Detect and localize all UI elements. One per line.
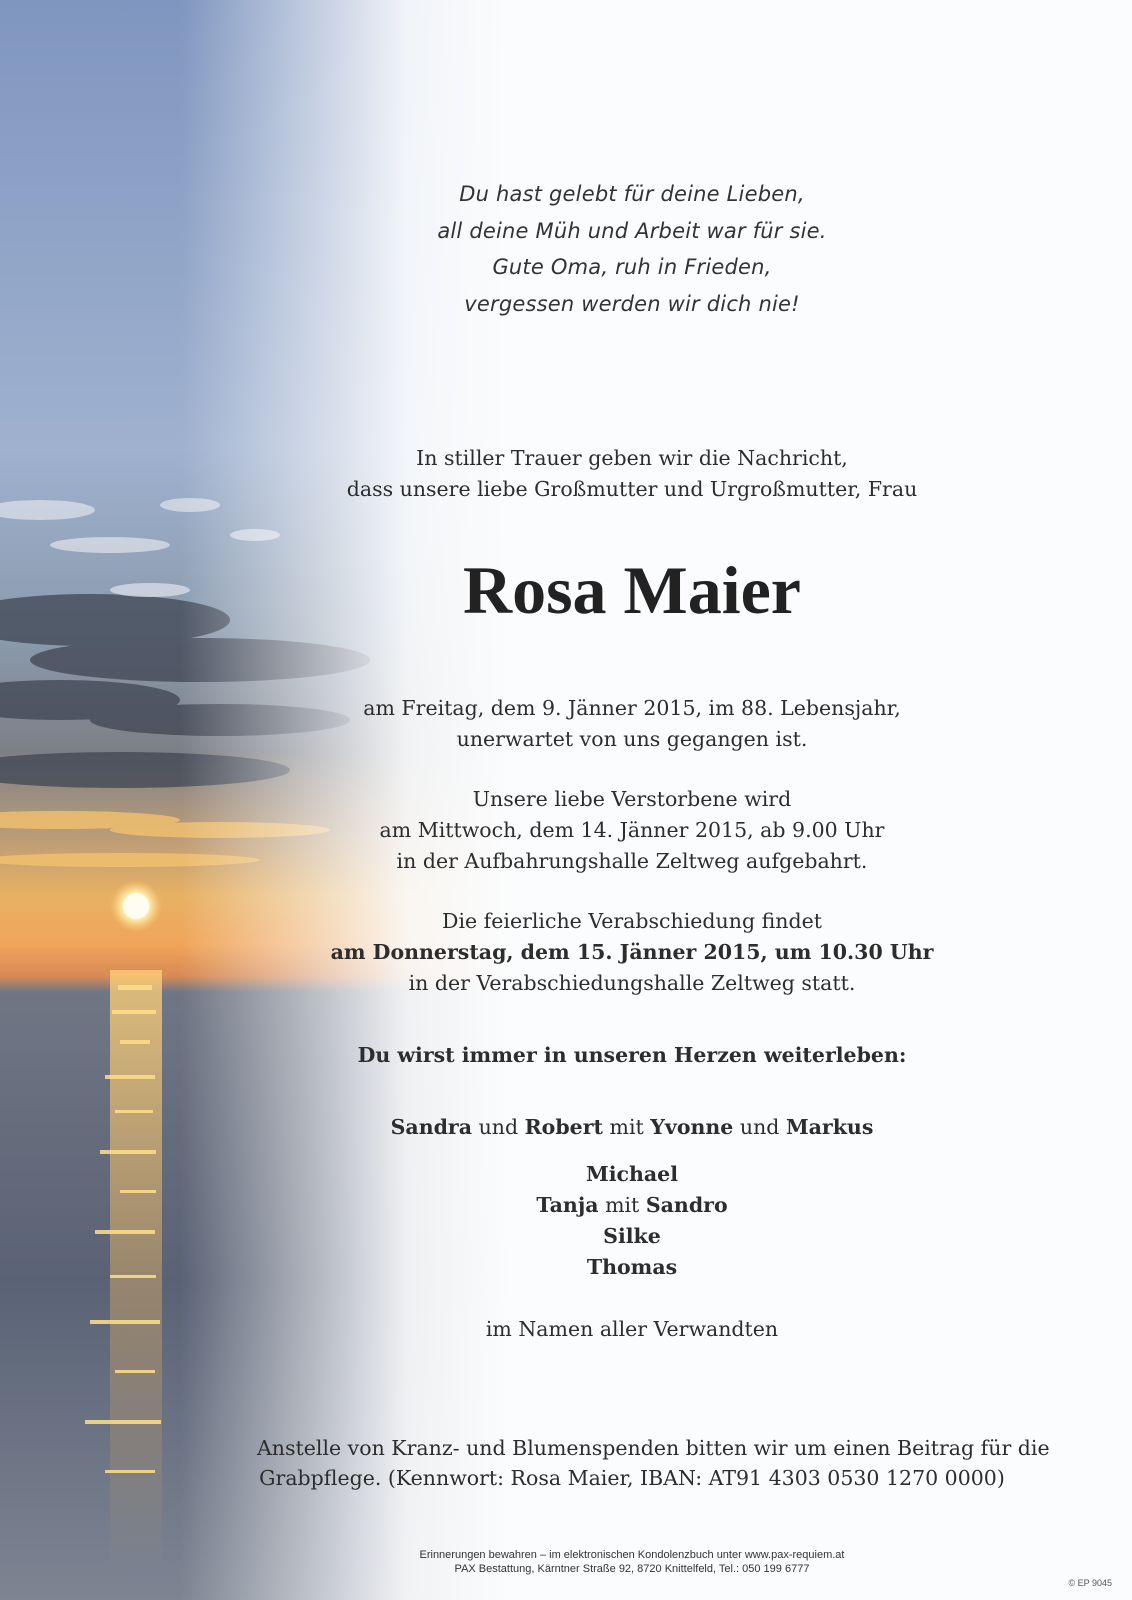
passing-line: am Freitag, dem 9. Jänner 2015, im 88. Lebensjahr,	[363, 696, 901, 720]
poem-line: all deine Müh und Arbeit war für sie.	[437, 218, 827, 243]
heart-line: Du wirst immer in unseren Herzen weiterleben:	[357, 1043, 907, 1067]
footer-line: Erinnerungen bewahren – im elektronischen Kondolenzbuch unter www.pax-requiem.at	[419, 1549, 845, 1561]
family-name: Yvonne	[650, 1115, 734, 1139]
family-name: Sandro	[645, 1193, 728, 1217]
family-name: Silke	[603, 1224, 661, 1248]
intro-line: dass unsere liebe Großmutter und Urgroßmutter, Frau	[346, 477, 918, 501]
farewell-line: Die feierliche Verabschiedung findet	[442, 909, 822, 933]
family-list	[282, 1159, 982, 1283]
family-name: Tanja	[536, 1193, 599, 1217]
relatives-line: im Namen aller Verwandten	[485, 1317, 779, 1341]
intro-line: In stiller Trauer geben wir die Nachricht,	[416, 446, 848, 470]
poem-line: vergessen werden wir dich nie!	[464, 291, 800, 316]
passing-line: unerwartet von uns gegangen ist.	[456, 727, 808, 751]
family-name: Thomas	[586, 1255, 678, 1279]
family-connector: und	[739, 1115, 780, 1139]
passing-details	[282, 693, 982, 755]
family-name: Robert	[524, 1115, 603, 1139]
farewell-details	[282, 906, 982, 999]
donation-request	[257, 1433, 1050, 1493]
footer	[332, 1548, 932, 1576]
family-connector: mit	[605, 1193, 640, 1217]
donation-line: Anstelle von Kranz- und Blumenspenden bitten wir um einen Beitrag für die	[257, 1436, 1050, 1460]
deceased-name: Rosa Maier	[462, 552, 801, 628]
footer-line: PAX Bestattung, Kärntner Straße 92, 8720 Knittelfeld, Tel.: 050 199 6777	[454, 1563, 810, 1575]
poem-line: Du hast gelebt für deine Lieben,	[459, 182, 805, 206]
family-name: Sandra	[390, 1115, 473, 1139]
viewing-line: in der Aufbahrungshalle Zeltweg aufgebahrt.	[396, 849, 868, 873]
poem	[332, 176, 932, 322]
announcement-intro	[282, 443, 982, 505]
viewing-line: am Mittwoch, dem 14. Jänner 2015, ab 9.00 Uhr	[379, 818, 885, 842]
farewell-line: in der Verabschiedungshalle Zeltweg statt.	[408, 971, 856, 995]
family-connector: und	[478, 1115, 519, 1139]
family-name: Michael	[586, 1162, 678, 1186]
print-code: © EP 9045	[1068, 1578, 1112, 1588]
farewell-date-line: am Donnerstag, dem 15. Jänner 2015, um 10.30 Uhr	[330, 940, 934, 964]
donation-line: Grabpflege. (Kennwort: Rosa Maier, IBAN: AT91 4303 0530 1270 0000)	[259, 1466, 1005, 1490]
family-row	[282, 1112, 982, 1143]
viewing-details	[282, 784, 982, 877]
family-name: Markus	[785, 1115, 874, 1139]
viewing-line: Unsere liebe Verstorbene wird	[472, 787, 792, 811]
family-connector: mit	[609, 1115, 644, 1139]
poem-line: Gute Oma, ruh in Frieden,	[492, 255, 772, 279]
